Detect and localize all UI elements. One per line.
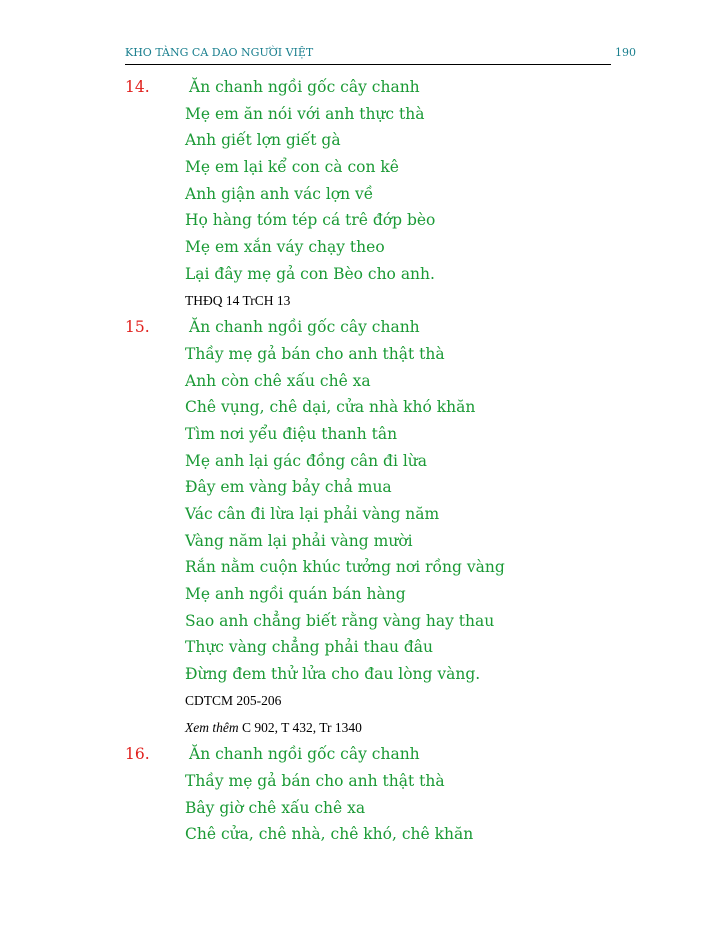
verse-text: Tìm nơi yểu điệu thanh tân [185,424,398,443]
verse-text: Thực vàng chẳng phải thau đâu [185,638,434,657]
page-number: 190 [615,46,636,59]
verse-text: Họ hàng tóm tép cá trê đớp bèo [185,211,436,230]
verse-text: Vàng năm lại phải vàng mười [185,531,413,550]
book-title: KHO TÀNG CA DAO NGƯỜI VIỆT [125,46,314,59]
entry-number: 15. [125,318,150,337]
verse-line [0,474,723,501]
source-line [0,288,723,315]
verse-text: Mẹ anh lại gác đồng cân đi lừa [185,451,428,470]
verse-line [0,741,723,768]
verse-text: Vác cân đi lừa lại phải vàng năm [185,505,440,523]
verse-text: Mẹ em xắn váy chạy theo [185,238,385,257]
verse-text: Mẹ anh ngồi quán bán hàng [185,585,406,604]
verse-line [0,448,723,475]
verse-text: Chê cửa, chê nhà, chê khó, chê khăn [185,825,474,844]
see-also-reference [185,715,362,742]
verse-text: Bây giờ chê xấu chê xa [185,798,366,817]
verse-line [0,261,723,288]
verse-line [0,181,723,208]
verse-text: Ăn chanh ngồi gốc cây chanh [189,318,420,337]
see-also-refs: C 902, T 432, Tr 1340 [238,719,362,735]
verse-line [0,501,723,528]
verse-text: Đừng đem thử lửa cho đau lòng vàng. [185,665,481,684]
verse-line [0,314,723,341]
running-header [125,44,611,65]
see-also-label: Xem thêm [185,719,239,735]
verse-text: Ăn chanh ngồi gốc cây chanh [189,745,420,764]
verse-line [0,661,723,688]
verse-text: Anh còn chê xấu chê xa [185,371,371,390]
verse-text: Anh giận anh vác lợn về [185,184,374,203]
entry-number: 14. [125,78,150,96]
verse-line [0,74,723,101]
verse-line [0,528,723,555]
verse-line [0,634,723,661]
verse-text: Anh giết lợn giết gà [185,131,341,150]
verse-text: Rắn nằm cuộn khúc tưởng nơi rồng vàng [185,558,505,577]
source-line [0,688,723,715]
verse-line [0,154,723,181]
verse-text: Đây em vàng bảy chả mua [185,478,392,497]
verse-line [0,608,723,635]
verse-text: Thầy mẹ gả bán cho anh thật thà [185,344,445,363]
entry-number: 16. [125,745,150,764]
verse-text: Mẹ em ăn nói với anh thực thà [185,104,425,123]
source-citation: THĐQ 14 TrCH 13 [185,292,291,308]
verse-line [0,795,723,822]
verse-line [0,821,723,848]
verse-line [0,768,723,795]
verse-line [0,341,723,368]
verse-line [0,394,723,421]
verse-line [0,127,723,154]
verse-line [0,101,723,128]
see-also-line [0,715,723,742]
verse-text: Mẹ em lại kể con cà con kê [185,158,399,177]
page-content [0,74,723,848]
verse-text: Chê vụng, chê dại, cửa nhà khó khăn [185,398,476,417]
verse-text: Ăn chanh ngồi gốc cây chanh [189,78,420,96]
verse-line [0,368,723,395]
verse-line [0,421,723,448]
verse-line [0,234,723,261]
verse-text: Thầy mẹ gả bán cho anh thật thà [185,771,445,790]
verse-text: Lại đây mẹ gả con Bèo cho anh. [185,264,435,283]
verse-line [0,554,723,581]
verse-line [0,581,723,608]
source-citation: CDTCM 205-206 [185,692,282,708]
verse-line [0,207,723,234]
verse-text: Sao anh chẳng biết rằng vàng hay thau [185,611,495,630]
